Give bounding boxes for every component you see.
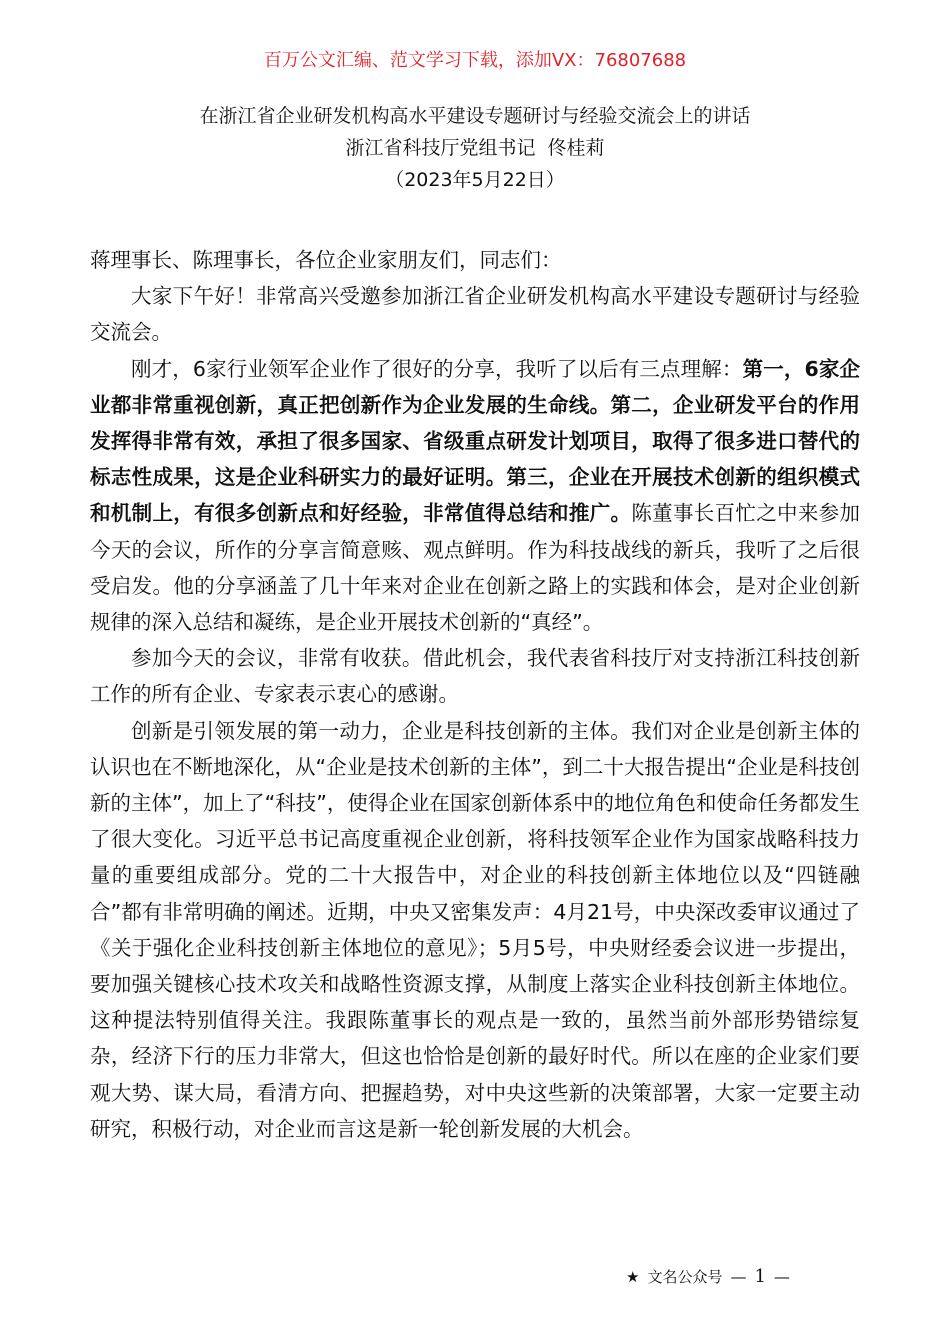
- speech-header: [0, 100, 950, 196]
- watermark-banner: 百万公文汇编、范文学习下载，添加VX：76807688: [263, 50, 687, 71]
- page-number: 1: [754, 1266, 766, 1287]
- paragraph-three-points: [90, 351, 860, 641]
- salutation: 蒋理事长、陈理事长，各位企业家朋友们，同志们：: [90, 248, 562, 272]
- paragraph-thanks: 参加今天的会议，非常有收获。借此机会，我代表省科技厅对支持浙江科技创新工作的所有企业、专家表示衷心的感谢。: [90, 646, 860, 707]
- speech-body: [90, 242, 860, 1147]
- paragraph-innovation: 创新是引领发展的第一动力，企业是科技创新的主体。我们对企业是创新主体的认识也在不断地深化，从“企业是技术创新的主体”，到二十大报告提出“企业是科技创新的主体”，加上了“科技”，使得企业在国家创新体系中的地位角色和使命任务都发生了很大变化。习近平总书记高度重视企业创新，将科技领军企业作为国家战略科技力量的重要组成部分。党的二十大报告中，对企业的科技创新主体地位以及“四链融合”都有非常明确的阐述。近期，中央又密集发声：4月21号，中央深改委审议通过了《关于强化企业科技创新主体地位的意见》；5月5号，中央财经委会议进一步提出，要加强关键核心技术攻关和战略性资源支撑，从制度上落实企业科技创新主体地位。这种提法特别值得关注。我跟陈董事长的观点是一致的，虽然当前外部形势错综复杂，经济下行的压力非常大，但这也恰恰是创新的最好时代。所以在座的企业家们要观大势、谋大局，看清方向、把握趋势，对中央这些新的决策部署，大家一定要主动研究，积极行动，对企业而言这是新一轮创新发展的大机会。: [90, 718, 860, 1141]
- page-footer: [626, 1266, 790, 1287]
- paragraph-greeting: 大家下午好！非常高兴受邀参加浙江省企业研发机构高水平建设专题研讨与经验交流会。: [90, 284, 860, 345]
- footer-dash-left: —: [730, 1267, 747, 1286]
- footer-source: 文名公众号: [647, 1268, 723, 1286]
- paragraph-three-points-intro: 刚才，6家行业领军企业作了很好的分享，我听了以后有三点理解：: [131, 356, 743, 381]
- speech-date: （2023年5月22日）: [385, 169, 565, 191]
- star-icon: ★: [626, 1267, 640, 1286]
- paragraph-three-points-tail: 陈董事长百忙之中来参加今天的会议，所作的分享言简意赅、观点鲜明。作为科技战线的新兵，我听了之后很受启发。他的分享涵盖了几十年来对企业在创新之路上的实践和体会，是对企业创新规律的深入总结和凝练，是企业开展技术创新的“真经”。: [90, 501, 861, 635]
- footer-dash-right: —: [773, 1267, 790, 1286]
- paragraph-three-points-bold: 第一，6家企业都非常重视创新，真正把创新作为企业发展的生命线。第二，企业研发平台的作用发挥得非常有效，承担了很多国家、省级重点研发计划项目，取得了很多进口替代的标志性成果，这是企业科研实力的最好证明。第三，企业在开展技术创新的组织模式和机制上，有很多创新点和好经验，非常值得总结和推广。: [90, 356, 860, 526]
- speech-author: 浙江省科技厅党组书记 佟桂莉: [345, 137, 605, 159]
- speech-title: 在浙江省企业研发机构高水平建设专题研讨与经验交流会上的讲话: [199, 105, 751, 127]
